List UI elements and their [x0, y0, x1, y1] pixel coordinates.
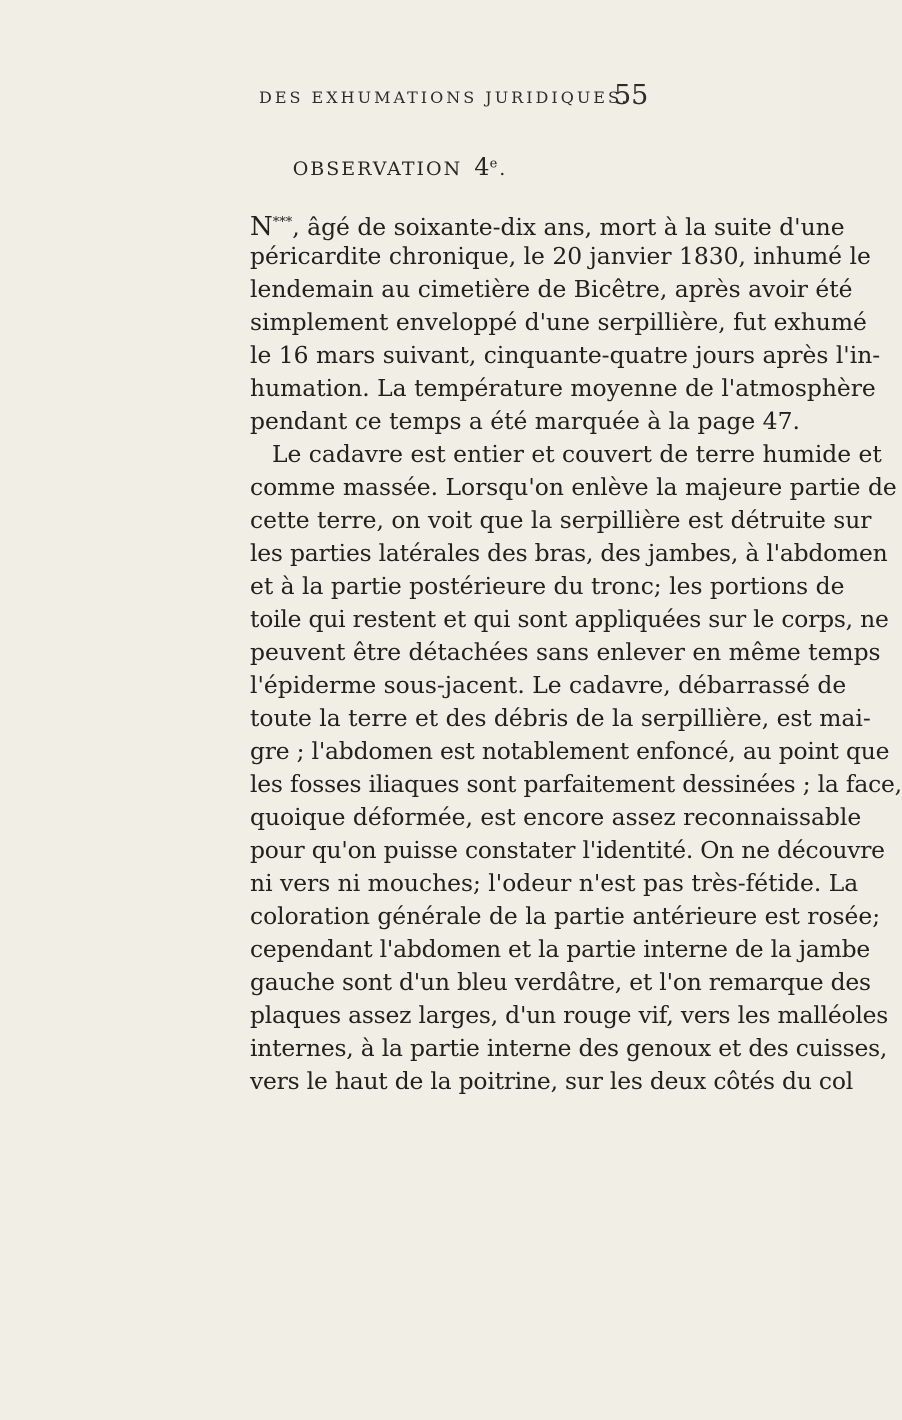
paragraph-1-line-5: le 16 mars suivant, cinquante-quatre jours après l'in-: [250, 341, 881, 369]
running-title: DES EXHUMATIONS JURIDIQUES.: [259, 88, 630, 107]
paragraph-2-line-11: les fosses iliaques sont parfaitement dessinées ; la face,: [250, 770, 902, 798]
paragraph-2-line-15: coloration générale de la partie antérieure est rosée;: [250, 902, 881, 930]
paragraph-1-line-2: péricardite chronique, le 20 janvier 1830, inhumé le: [250, 242, 871, 270]
paragraph-2-line-6: toile qui restent et qui sont appliquées sur le corps, ne: [250, 605, 889, 633]
paragraph-2-line-1: Le cadavre est entier et couvert de terre humide et: [272, 440, 882, 468]
observation-superscript: e: [489, 156, 500, 172]
lead-superscript: ***: [272, 215, 293, 230]
lead-letter: N: [250, 211, 273, 242]
observation-heading: [0, 153, 800, 181]
line-text: , âgé de soixante-dix ans, mort à la suite d'une: [292, 212, 845, 241]
paragraph-2-line-7: peuvent être détachées sans enlever en même temps: [250, 638, 881, 666]
running-head: [0, 80, 800, 116]
paragraph-2-line-10: gre ; l'abdomen est notablement enfoncé, au point que: [250, 737, 890, 765]
paragraph-2-line-9: toute la terre et des débris de la serpillière, est mai-: [250, 704, 871, 732]
paragraph-2-line-3: cette terre, on voit que la serpillière est détruite sur: [250, 506, 872, 534]
paragraph-1-line-7: pendant ce temps a été marquée à la page 47.: [250, 407, 800, 435]
paragraph-1-line-3: lendemain au cimetière de Bicêtre, après avoir été: [250, 275, 853, 303]
paragraph-2-line-8: l'épiderme sous-jacent. Le cadavre, débarrassé de: [250, 671, 847, 699]
paragraph-2-line-12: quoique déformée, est encore assez reconnaissable: [250, 803, 862, 831]
paragraph-2-line-13: pour qu'on puisse constater l'identité. On ne découvre: [250, 836, 885, 864]
paragraph-2-line-20: vers le haut de la poitrine, sur les deux côtés du col: [250, 1067, 853, 1095]
paragraph-1-line-1: [250, 208, 845, 242]
page-number: 55: [614, 80, 649, 111]
paragraph-2-line-19: internes, à la partie interne des genoux et des cuisses,: [250, 1034, 888, 1062]
paragraph-2-line-18: plaques assez larges, d'un rouge vif, vers les malléoles: [250, 1001, 889, 1029]
paragraph-1-line-4: simplement enveloppé d'une serpillière, fut exhumé: [250, 308, 867, 336]
paragraph-2-line-17: gauche sont d'un bleu verdâtre, et l'on remarque des: [250, 968, 871, 996]
paragraph-2-line-5: et à la partie postérieure du tronc; les portions de: [250, 572, 845, 600]
observation-label: OBSERVATION: [292, 158, 463, 180]
paragraph-2-line-16: cependant l'abdomen et la partie interne de la jambe: [250, 935, 871, 963]
observation-number: 4: [474, 153, 490, 181]
paragraph-1-line-6: humation. La température moyenne de l'atmosphère: [250, 374, 876, 402]
paragraph-2-line-4: les parties latérales des bras, des jambes, à l'abdomen: [250, 539, 888, 567]
paragraph-2-line-14: ni vers ni mouches; l'odeur n'est pas très-fétide. La: [250, 869, 859, 897]
paragraph-2-line-2: comme massée. Lorsqu'on enlève la majeure partie de: [250, 473, 897, 501]
observation-period: .: [499, 158, 508, 180]
